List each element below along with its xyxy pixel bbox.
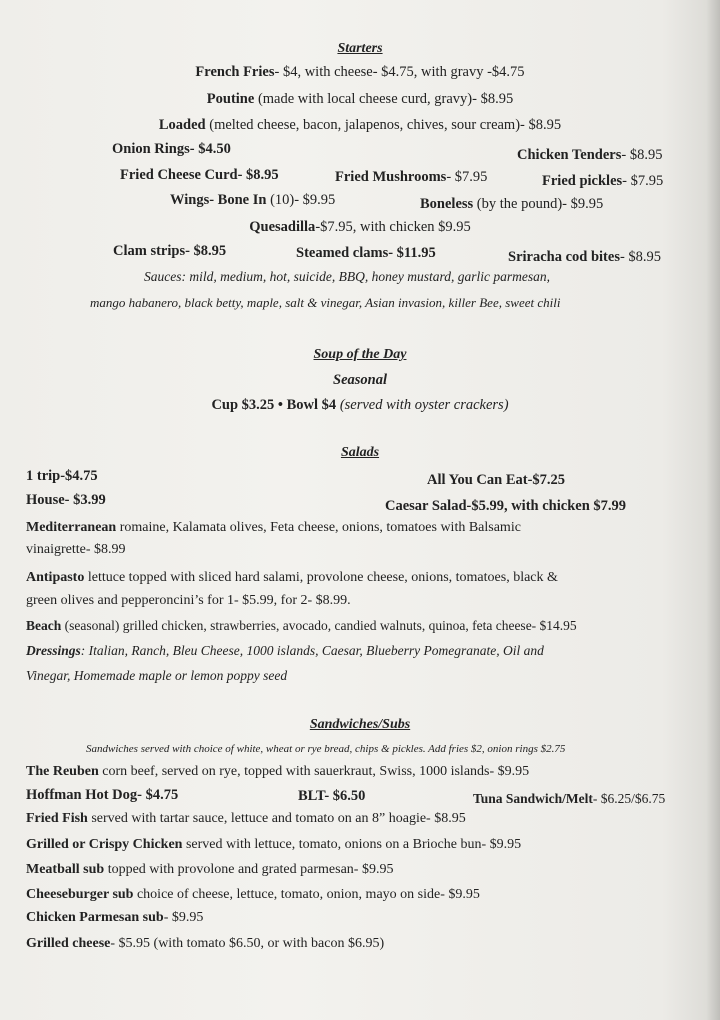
antipasto-line-2: green olives and pepperoncini’s for 1- $5.99, for 2- $8.99.	[26, 593, 351, 608]
item-price: - $8.95	[619, 249, 662, 265]
chicken-sandwich-item	[26, 836, 521, 854]
hot-dog-item: Hoffman Hot Dog- $4.75	[26, 787, 179, 803]
item-price: -$7.95, with chicken $9.95	[315, 219, 471, 235]
soup-cup-bowl: Cup $3.25 • Bowl $4	[211, 397, 337, 413]
chicken-tenders-item	[517, 146, 662, 164]
caesar-salad-item: Caesar Salad-$5.99, with chicken $7.99	[385, 498, 627, 514]
quesadilla-item	[0, 218, 720, 236]
item-name: Wings- Bone In	[170, 192, 267, 208]
item-desc: choice of cheese, lettuce, tomato, onion, mayo on side- $9.95	[133, 887, 480, 902]
item-name: Fried Mushrooms	[335, 169, 447, 185]
clam-strips-item: Clam strips- $8.95	[113, 243, 227, 259]
reuben-item	[26, 763, 529, 781]
item-name: Poutine	[206, 91, 255, 107]
item-desc: lettuce topped with sliced hard salami, provolone cheese, onions, tomatoes, black &	[84, 570, 558, 585]
item-desc: served with lettuce, tomato, onions on a Brioche bun- $9.95	[182, 837, 522, 852]
item-price: (by the pound)- $9.95	[473, 196, 604, 212]
item-name: Mediterranean	[26, 520, 117, 535]
item-name: French Fries	[195, 64, 275, 80]
salads-heading: Salads	[340, 445, 380, 460]
item-name: Cheeseburger sub	[26, 887, 134, 902]
dressings-list: : Italian, Ranch, Bleu Cheese, 1000 islands, Caesar, Blueberry Pomegranate, Oil and	[80, 643, 544, 658]
item-name: Boneless	[420, 196, 474, 212]
item-name: Fried Fish	[26, 811, 88, 826]
item-price: - $5.95 (with tomato $6.50, or with bacon $6.95)	[110, 936, 385, 951]
steamed-clams-item: Steamed clams- $11.95	[296, 245, 436, 261]
item-desc: topped with provolone and grated parmesan- $9.95	[104, 862, 394, 877]
mediterranean-line-1	[26, 519, 521, 537]
item-desc: (made with local cheese curd, gravy)- $8.95	[254, 91, 514, 107]
grilled-cheese-item	[26, 935, 384, 953]
item-name: The Reuben	[26, 764, 99, 779]
item-name: Chicken Parmesan sub	[26, 910, 164, 925]
item-name: Beach	[26, 618, 62, 633]
sauces-line-1: Sauces: mild, medium, hot, suicide, BBQ, honey mustard, garlic parmesan,	[144, 269, 550, 284]
item-name: Fried pickles	[542, 173, 623, 189]
item-name: Grilled or Crispy Chicken	[26, 837, 183, 852]
soup-prices	[0, 396, 720, 414]
fried-mushrooms-item	[335, 168, 487, 186]
fried-cheese-curd-item: Fried Cheese Curd- $8.95	[120, 167, 279, 183]
item-name: Meatball sub	[26, 862, 105, 877]
fried-pickles-item	[542, 172, 663, 190]
item-price: - $4, with cheese- $4.75, with gravy -$4.75	[274, 64, 525, 80]
dressings-line-2: Vinegar, Homemade maple or lemon poppy seed	[26, 668, 288, 683]
item-price: - $8.95	[621, 147, 663, 163]
blt-item: BLT- $6.50	[298, 788, 366, 804]
dressings-label: Dressings	[26, 643, 81, 658]
item-desc: served with tartar sauce, lettuce and tomato on an 8” hoagie- $8.95	[87, 811, 466, 826]
starters-heading: Starters	[337, 41, 383, 56]
sandwiches-heading: Sandwiches/Subs	[309, 717, 411, 732]
one-trip-item: 1 trip-$4.75	[26, 468, 98, 484]
item-price: - $7.95	[446, 169, 488, 185]
loaded-item	[0, 116, 720, 134]
item-desc: (seasonal) grilled chicken, strawberries, avocado, candied walnuts, quinoa, feta cheese- $14.95	[61, 618, 577, 633]
chicken-parmesan-sub-item	[26, 909, 203, 927]
meatball-sub-item	[26, 861, 393, 879]
item-name: Chicken Tenders	[517, 147, 622, 163]
sriracha-cod-bites-item	[508, 248, 661, 266]
item-name: Grilled cheese	[26, 936, 111, 951]
dressings-line-1	[26, 642, 544, 660]
item-price: - $6.25/$6.75	[592, 791, 666, 806]
beach-salad-item	[26, 617, 577, 635]
item-desc: (melted cheese, bacon, jalapenos, chives, sour cream)- $8.95	[205, 117, 562, 133]
page-edge-shadow	[706, 0, 720, 1020]
sauces-line-2: mango habanero, black betty, maple, salt & vinegar, Asian invasion, killer Bee, sweet chili	[90, 295, 561, 310]
cheeseburger-sub-item	[26, 886, 480, 904]
item-price: - $9.95	[163, 910, 204, 925]
wings-item	[170, 191, 335, 209]
item-name: Quesadilla	[249, 219, 316, 235]
item-desc: romaine, Kalamata olives, Feta cheese, onions, tomatoes with Balsamic	[116, 520, 521, 535]
item-name: Antipasto	[26, 570, 85, 585]
tuna-item	[473, 790, 665, 808]
boneless-item	[420, 195, 603, 213]
mediterranean-line-2: vinaigrette- $8.99	[26, 542, 126, 557]
poutine-item	[0, 90, 720, 108]
item-price: (10)- $9.95	[266, 192, 336, 208]
antipasto-line-1	[26, 569, 558, 587]
soup-subheading: Seasonal	[333, 372, 387, 388]
fried-fish-item	[26, 810, 466, 828]
onion-rings-item: Onion Rings- $4.50	[112, 141, 231, 157]
item-price: - $7.95	[622, 173, 664, 189]
house-salad-item: House- $3.99	[26, 492, 106, 508]
soup-note: (served with oyster crackers)	[336, 397, 509, 413]
item-name: Sriracha cod bites	[508, 249, 620, 265]
soup-heading: Soup of the Day	[313, 347, 407, 362]
item-name: Loaded	[158, 117, 206, 133]
all-you-can-eat-item: All You Can Eat-$7.25	[427, 472, 566, 488]
french-fries-item	[0, 63, 720, 81]
item-desc: corn beef, served on rye, topped with sauerkraut, Swiss, 1000 islands- $9.95	[98, 764, 530, 779]
item-name: Tuna Sandwich/Melt	[473, 791, 593, 806]
sandwiches-note: Sandwiches served with choice of white, wheat or rye bread, chips & pickles. Add fries $2, onion rings $2.75	[86, 743, 566, 755]
